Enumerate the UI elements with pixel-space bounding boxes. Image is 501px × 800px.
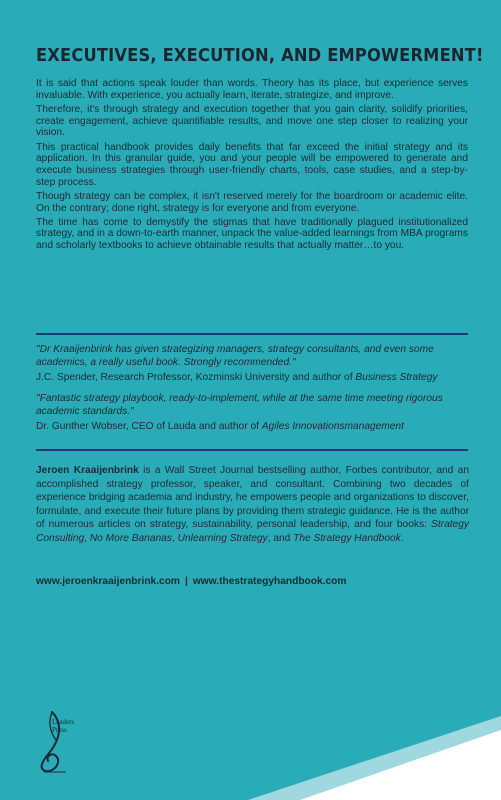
endorsement-1-work: Business Strategy bbox=[355, 372, 438, 383]
blurb-paragraph-4: Though strategy can be complex, it isn't reserved merely for the boardroom or academic elite. On the contrary; done right, strategy is for everyone and from everyone. bbox=[36, 190, 468, 214]
endorsement-2-text: "Fantastic strategy playbook, ready-to-implement, while at the same time meeting rigorous academic standards." bbox=[36, 393, 443, 417]
bio-separator: , bbox=[171, 532, 178, 544]
cover-heading: EXECUTIVES, EXECUTION, AND EMPOWERMENT! bbox=[36, 46, 484, 66]
author-bio-text: is a Wall Street Journal bestselling author, Forbes contributor, and an accomplished strategy professor, speaker, and consultant. Combining two decades of experience bridging academia and industry, he empowers people and organizations to discover, formulate, and execute their future plans by providing them strategic guidance. He is the author of numerous articles on strategy, sustainability, personal leadership, and four books: bbox=[36, 465, 469, 531]
book-title-2: No More Bananas bbox=[89, 532, 172, 544]
bio-end: . bbox=[400, 532, 404, 544]
endorsement-1-author: J.C. Spender, Research Professor, Kozminski University and author of bbox=[36, 372, 356, 383]
book-title-3: Unlearning Strategy bbox=[177, 532, 268, 544]
links-separator: | bbox=[185, 576, 188, 587]
blurb-paragraph-1: It is said that actions speak louder than words. Theory has its place, but experience serves invaluable. With experience, you actually learn, iterate, strategize, and improve. bbox=[36, 78, 468, 101]
blurb-paragraph-2: Therefore, it's through strategy and execution together that you gain clarity, solidify priorities, create engagement, achieve quantifiable results, and move one step closer to realizing your vision. bbox=[36, 103, 468, 139]
blurb-paragraph-5: The time has come to demystify the stigmas that have traditionally plagued institutionalized strategy, and in a down-to-earth manner, unpack the value-added learnings from MBA programs and scholarly textbooks to achieve obtainable results that actually matter…to you. bbox=[36, 216, 468, 252]
bio-separator: , bbox=[84, 532, 90, 544]
publisher-name-line-2: Press bbox=[52, 726, 67, 734]
endorsement-1-text: "Dr Kraaijenbrink has given strategizing managers, strategy consultants, and even some academics, a really useful book. Strongly recommended." bbox=[36, 344, 434, 368]
author-website-link[interactable]: www.jeroenkraaijenbrink.com bbox=[36, 576, 180, 587]
publisher-name-line-1: Leaders bbox=[52, 718, 75, 726]
book-website-link[interactable]: www.thestrategyhandbook.com bbox=[192, 576, 347, 587]
endorsement-2-work: Agiles Innovationsmanagement bbox=[261, 421, 404, 432]
bio-separator: , and bbox=[267, 532, 294, 544]
book-title-4: The Strategy Handbook bbox=[293, 532, 401, 544]
endorsement-2-author: Dr. Gunther Wobser, CEO of Lauda and author of bbox=[36, 421, 262, 432]
blurb-paragraph-3: This practical handbook provides daily benefits that far exceed the initial strategy and its application. In this granular guide, you and your people will be empowered to generate and execute business strategies through user-friendly charts, tools, case studies, and a step-by-step process. bbox=[36, 141, 468, 188]
book-title-1: Strategy Consulting bbox=[36, 519, 469, 544]
author-name: Jeroen Kraaijenbrink bbox=[36, 465, 139, 476]
